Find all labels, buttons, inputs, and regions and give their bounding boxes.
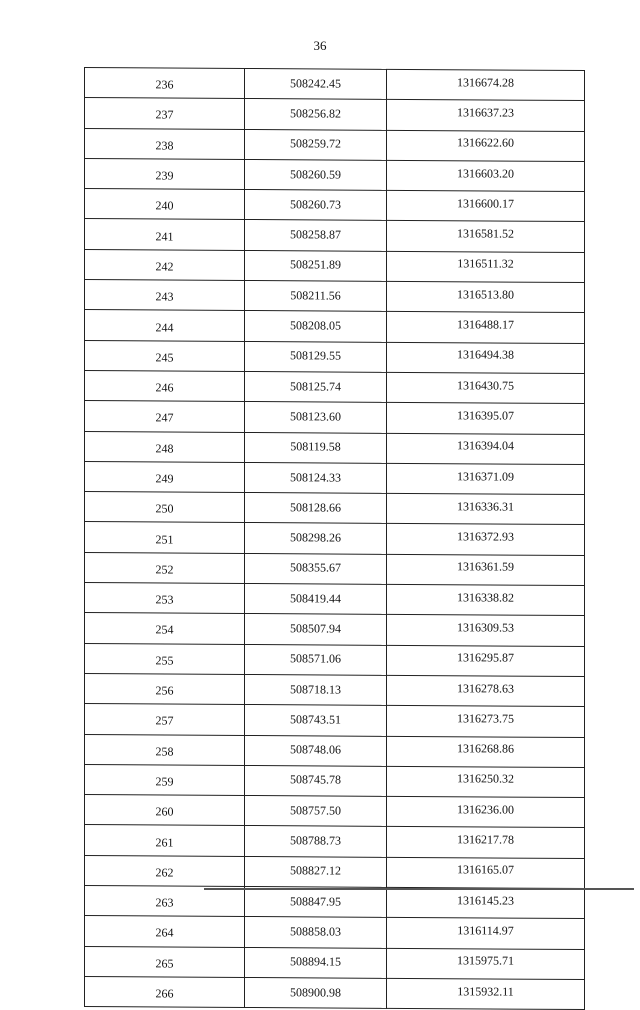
y-coordinate-cell: 1316581.52 — [387, 221, 585, 253]
y-coordinate-cell: 1316513.80 — [387, 281, 585, 313]
x-coordinate-cell: 508847.95 — [245, 886, 387, 917]
y-coordinate-cell: 1316430.75 — [387, 372, 585, 404]
x-coordinate-cell: 508258.87 — [245, 220, 387, 251]
y-coordinate-cell: 1316309.53 — [387, 615, 585, 647]
point-number-cell: 246 — [85, 370, 245, 401]
coordinates-table — [84, 67, 585, 1010]
table-row — [85, 734, 585, 767]
point-number-cell: 247 — [85, 401, 245, 432]
y-coordinate-cell: 1316250.32 — [387, 766, 585, 798]
table-row — [85, 492, 585, 525]
x-coordinate-cell: 508718.13 — [245, 674, 387, 705]
x-coordinate-cell: 508123.60 — [245, 402, 387, 433]
point-number-cell: 255 — [85, 643, 245, 674]
y-coordinate-cell: 1316165.07 — [387, 857, 585, 889]
y-coordinate-cell: 1315975.71 — [387, 948, 585, 980]
point-number-cell: 257 — [85, 704, 245, 735]
y-coordinate-cell: 1316603.20 — [387, 160, 585, 192]
point-number-cell: 256 — [85, 673, 245, 704]
y-coordinate-cell: 1316336.31 — [387, 494, 585, 526]
point-number-cell: 262 — [85, 855, 245, 886]
point-number-cell: 236 — [85, 68, 245, 99]
point-number-cell: 259 — [85, 764, 245, 795]
point-number-cell: 261 — [85, 825, 245, 856]
table-row — [85, 855, 585, 888]
point-number-cell: 242 — [85, 249, 245, 280]
table-row — [85, 583, 585, 616]
coordinates-table-wrapper — [84, 67, 584, 1010]
x-coordinate-cell: 508251.89 — [245, 250, 387, 281]
x-coordinate-cell: 508124.33 — [245, 462, 387, 493]
x-coordinate-cell: 508745.78 — [245, 765, 387, 796]
table-row — [85, 613, 585, 646]
x-coordinate-cell: 508788.73 — [245, 826, 387, 857]
coordinates-table-body — [85, 68, 585, 1010]
y-coordinate-cell: 1316511.32 — [387, 251, 585, 283]
point-number-cell: 249 — [85, 461, 245, 492]
table-row — [85, 128, 585, 161]
y-coordinate-cell: 1316295.87 — [387, 645, 585, 677]
table-row — [85, 249, 585, 282]
table-row — [85, 643, 585, 676]
table-row — [85, 158, 585, 191]
table-row — [85, 522, 585, 555]
x-coordinate-cell: 508894.15 — [245, 947, 387, 978]
table-row — [85, 310, 585, 343]
point-number-cell: 237 — [85, 98, 245, 129]
table-row — [85, 401, 585, 434]
x-coordinate-cell: 508128.66 — [245, 493, 387, 524]
x-coordinate-cell: 508208.05 — [245, 311, 387, 342]
x-coordinate-cell: 508125.74 — [245, 371, 387, 402]
point-number-cell: 248 — [85, 431, 245, 462]
x-coordinate-cell: 508748.06 — [245, 735, 387, 766]
x-coordinate-cell: 508260.73 — [245, 190, 387, 221]
y-coordinate-cell: 1316600.17 — [387, 191, 585, 223]
table-row — [85, 370, 585, 403]
point-number-cell: 244 — [85, 310, 245, 341]
y-coordinate-cell: 1316338.82 — [387, 584, 585, 616]
x-coordinate-cell: 508571.06 — [245, 644, 387, 675]
point-number-cell: 264 — [85, 916, 245, 947]
point-number-cell: 266 — [85, 976, 245, 1007]
x-coordinate-cell: 508260.59 — [245, 159, 387, 190]
point-number-cell: 253 — [85, 583, 245, 614]
table-row — [85, 946, 585, 979]
y-coordinate-cell: 1316488.17 — [387, 312, 585, 344]
x-coordinate-cell: 508211.56 — [245, 281, 387, 312]
table-row — [85, 280, 585, 313]
point-number-cell: 238 — [85, 128, 245, 159]
y-coordinate-cell: 1316236.00 — [387, 796, 585, 828]
table-row — [85, 795, 585, 828]
table-row — [85, 825, 585, 858]
table-row — [85, 552, 585, 585]
x-coordinate-cell: 508743.51 — [245, 705, 387, 736]
point-number-cell: 265 — [85, 946, 245, 977]
table-row — [85, 189, 585, 222]
point-number-cell: 243 — [85, 280, 245, 311]
table-row — [85, 673, 585, 706]
y-coordinate-cell: 1316114.97 — [387, 918, 585, 950]
point-number-cell: 250 — [85, 492, 245, 523]
y-coordinate-cell: 1316268.86 — [387, 736, 585, 768]
point-number-cell: 241 — [85, 219, 245, 250]
table-row — [85, 219, 585, 252]
y-coordinate-cell: 1316371.09 — [387, 463, 585, 495]
x-coordinate-cell: 508419.44 — [245, 584, 387, 615]
x-coordinate-cell: 508355.67 — [245, 553, 387, 584]
table-row — [85, 461, 585, 494]
table-row — [85, 68, 585, 101]
point-number-cell: 260 — [85, 795, 245, 826]
point-number-cell: 245 — [85, 340, 245, 371]
table-row — [85, 98, 585, 131]
y-coordinate-cell: 1316674.28 — [387, 69, 585, 101]
x-coordinate-cell: 508242.45 — [245, 68, 387, 99]
table-row — [85, 976, 585, 1009]
x-coordinate-cell: 508827.12 — [245, 856, 387, 887]
y-coordinate-cell: 1316273.75 — [387, 706, 585, 738]
x-coordinate-cell: 508129.55 — [245, 341, 387, 372]
table-row — [85, 704, 585, 737]
table-row — [85, 886, 585, 919]
point-number-cell: 240 — [85, 189, 245, 220]
x-coordinate-cell: 508900.98 — [245, 977, 387, 1008]
point-number-cell: 239 — [85, 158, 245, 189]
point-number-cell: 263 — [85, 886, 245, 917]
x-coordinate-cell: 508507.94 — [245, 614, 387, 645]
y-coordinate-cell: 1316637.23 — [387, 100, 585, 132]
page-number: 36 — [313, 38, 327, 53]
x-coordinate-cell: 508858.03 — [245, 917, 387, 948]
y-coordinate-cell: 1316217.78 — [387, 827, 585, 859]
y-coordinate-cell: 1316372.93 — [387, 524, 585, 556]
x-coordinate-cell: 508757.50 — [245, 796, 387, 827]
y-coordinate-cell: 1315932.11 — [387, 978, 585, 1010]
table-row — [85, 340, 585, 373]
table-row — [85, 916, 585, 949]
y-coordinate-cell: 1316494.38 — [387, 342, 585, 374]
y-coordinate-cell: 1316394.04 — [387, 433, 585, 465]
table-row — [85, 431, 585, 464]
point-number-cell: 254 — [85, 613, 245, 644]
y-coordinate-cell: 1316145.23 — [387, 887, 585, 919]
bottom-scan-line — [204, 888, 634, 890]
point-number-cell: 258 — [85, 734, 245, 765]
x-coordinate-cell: 508119.58 — [245, 432, 387, 463]
y-coordinate-cell: 1316622.60 — [387, 130, 585, 162]
y-coordinate-cell: 1316361.59 — [387, 554, 585, 586]
y-coordinate-cell: 1316395.07 — [387, 403, 585, 435]
point-number-cell: 252 — [85, 552, 245, 583]
point-number-cell: 251 — [85, 522, 245, 553]
table-row — [85, 764, 585, 797]
x-coordinate-cell: 508256.82 — [245, 99, 387, 130]
x-coordinate-cell: 508259.72 — [245, 129, 387, 160]
y-coordinate-cell: 1316278.63 — [387, 675, 585, 707]
x-coordinate-cell: 508298.26 — [245, 523, 387, 554]
